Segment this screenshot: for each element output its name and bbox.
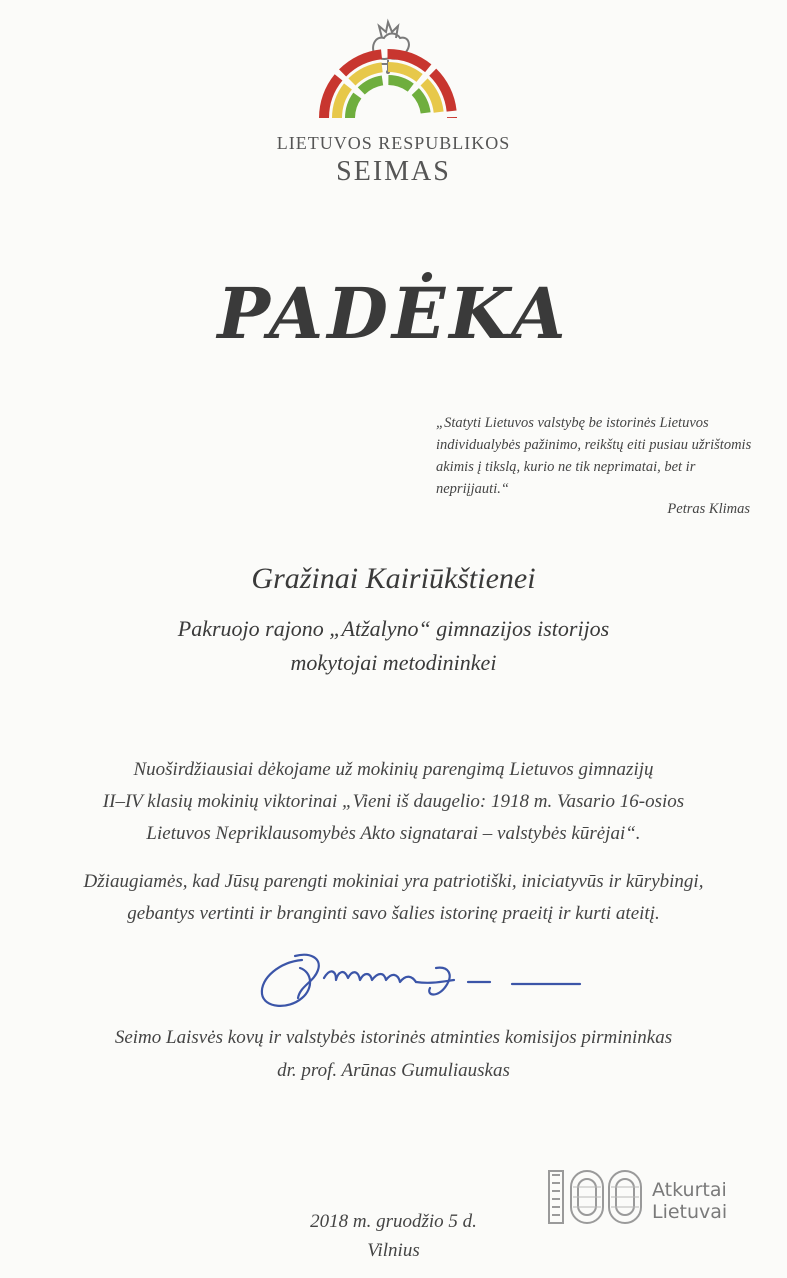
document-date: 2018 m. gruodžio 5 d. [310, 1211, 477, 1232]
epigraph-author: Petras Klimas [667, 501, 750, 517]
body-paragraph1-line1: Nuoširdžiausiai dėkojame už mokinių parengimą Lietuvos gimnazijų [133, 759, 654, 780]
document-place: Vilnius [367, 1240, 420, 1261]
epigraph-quote: „Statyti Lietuvos valstybę be istorinės Lietuvos individualybės pažinimo, reikštų eiti pusiau užrištomis akimis į tikslą, kurio ne tik neprimatai, bet ir nepriįjauti.“ [436, 415, 752, 497]
body-paragraph2-line1: Džiaugiamės, kad Jūsų parengti mokiniai yra patriotiški, iniciatyvūs ir kūrybingi, [83, 871, 704, 892]
body-paragraph1-line2: II–IV klasių mokinių viktorinai „Vieni iš daugelio: 1918 m. Vasario 16-osios [102, 791, 685, 812]
centenary-logo-line2: Lietuvai [652, 1201, 728, 1223]
signer-position: Seimo Laisvės kovų ir valstybės istorinės atminties komisijos pirmininkas [114, 1027, 673, 1048]
centenary-logo-line1: Atkurtai [652, 1179, 727, 1201]
document-title: PADĖKA [217, 272, 570, 355]
org-name-line1: LIETUVOS RESPUBLIKOS [276, 133, 511, 153]
recipient-role-line1: Pakruojo rajono „Atžalyno“ gimnazijos istorijos [177, 616, 610, 641]
org-name-line2: SEIMAS [336, 156, 451, 187]
recipient-name: Gražinai Kairiūkštienei [251, 562, 536, 595]
handwritten-signature [240, 938, 590, 1018]
recipient-role-line2: mokytojai metodininkei [290, 650, 497, 675]
seimas-emblem-icon [316, 14, 461, 126]
body-paragraph1-line3: Lietuvos Nepriklausomybės Akto signatarai – valstybės kūrėjai“. [146, 823, 641, 844]
signer-name: dr. prof. Arūnas Gumuliauskas [277, 1060, 510, 1081]
body-paragraph2-line2: gebantys vertinti ir branginti savo šalies istorinę praeitį ir kurti ateitį. [127, 903, 660, 924]
